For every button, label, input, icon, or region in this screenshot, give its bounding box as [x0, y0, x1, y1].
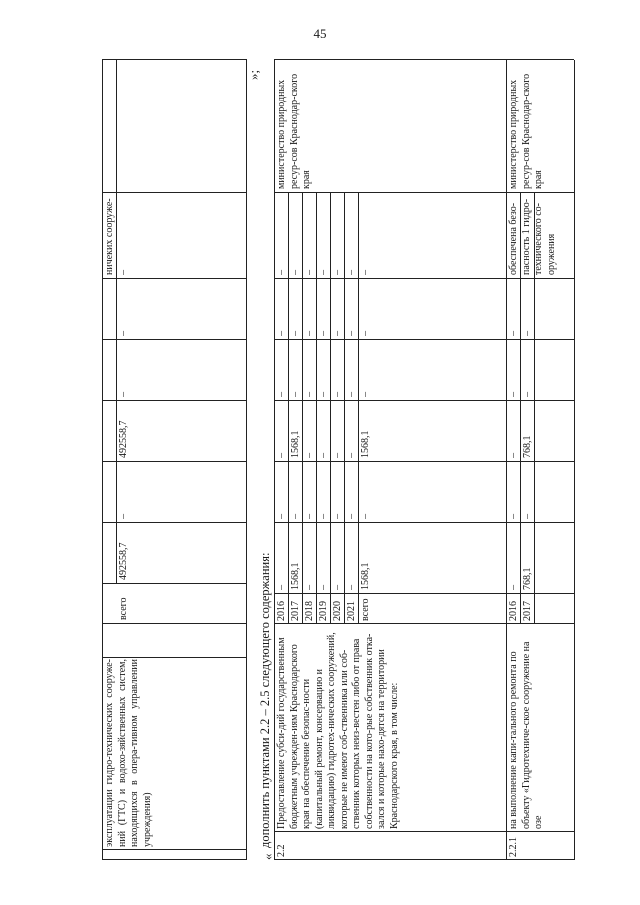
row-2-2-indicator: – [276, 270, 287, 275]
row-2-2-local: – [360, 392, 371, 397]
row-2-2-indicator: – [318, 270, 329, 275]
row-2-2-federal: – [332, 514, 343, 519]
top-regional-value: 492558,7 [118, 420, 129, 458]
top-federal-value: – [118, 514, 129, 519]
row-2-2-total: – [346, 585, 357, 590]
row-2-2-other: – [360, 331, 371, 336]
row-2-2-regional: – [318, 453, 329, 458]
row-2-2-other: – [318, 331, 329, 336]
row-2-2-local: – [346, 392, 357, 397]
row-2-2-local: – [332, 392, 343, 397]
row-2-2-indicator: – [304, 270, 315, 275]
row-2-2-1-regional: 768,1 [522, 435, 533, 458]
row-2-2-other: – [332, 331, 343, 336]
row-2-2-year: всего [360, 598, 371, 621]
row-2-2-1-description: на выполнение капи-тального ремонта по объекту «Гидротехниче-ское сооружение на озе [508, 641, 544, 829]
row-2-2-1-federal: – [522, 514, 533, 519]
row-2-2-other: – [290, 331, 301, 336]
top-other-value: – [118, 331, 129, 336]
row-2-2-total: – [304, 585, 315, 590]
row-2-2-1-local: – [508, 392, 519, 397]
row-2-2-year: 2018 [304, 601, 315, 621]
top-indicator-value: – [118, 270, 129, 275]
top-total-label: всего [118, 597, 129, 620]
row-2-2-1-federal: – [508, 514, 519, 519]
row-2-2-indicator: – [290, 270, 301, 275]
row-2-2-total: – [276, 585, 287, 590]
row-2-2-indicator: – [360, 270, 371, 275]
row-2-2-indicator: – [332, 270, 343, 275]
row-2-2-1-regional: – [508, 453, 519, 458]
row-2-2-federal: – [304, 514, 315, 519]
row-2-2-1-total: – [508, 585, 519, 590]
row-2-2-local: – [304, 392, 315, 397]
row-2-2-local: – [276, 392, 287, 397]
row-2-2-1-other: – [522, 331, 533, 336]
row-2-2-other: – [304, 331, 315, 336]
opening-quote: « [260, 853, 275, 860]
row-2-2-total: 1568,1 [360, 562, 371, 590]
row-2-2-regional: – [346, 453, 357, 458]
top-indicator-label: ничеких сооруже- [104, 198, 115, 275]
row-2-2-1-local: – [522, 392, 533, 397]
row-2-2-indicator: – [346, 270, 357, 275]
top-local-value: – [118, 392, 129, 397]
intro-text: дополнить пунктами 2.2 – 2.5 следующего содержания: [258, 552, 272, 848]
row-2-2-regional: 1568,1 [290, 430, 301, 458]
closing-mark: »; [246, 69, 261, 80]
row-2-2-local: – [318, 392, 329, 397]
row-2-2-year: 2021 [346, 601, 357, 621]
rotated-table-page [94, 60, 574, 860]
top-description: эксплуатации гидро-технических сооруже-ний (ГТС) и водохо-зяйственных систем, находящихся в опера-тивном управлении учреждения) [104, 659, 153, 847]
row-2-2-federal: – [290, 514, 301, 519]
row-2-2-1-indicator: обеспечена безо-пасность 1 гидро-технического со-оружения [508, 198, 557, 275]
row-2-2-other: – [346, 331, 357, 336]
row-2-2-local: – [290, 392, 301, 397]
row-2-2-year: 2019 [318, 601, 329, 621]
row-2-2-1-total: 768,1 [522, 567, 533, 590]
row-2-2-federal: – [276, 514, 287, 519]
row-2-2-regional: 1568,1 [360, 430, 371, 458]
row-2-2-year: 2016 [276, 601, 287, 621]
row-2-2-1-year: 2017 [522, 601, 533, 621]
row-2-2-year: 2017 [290, 601, 301, 621]
row-2-2-1-year: 2016 [508, 601, 519, 621]
row-2-2-year: 2020 [332, 601, 343, 621]
row-2-2-regional: – [332, 453, 343, 458]
row-2-2-total: – [332, 585, 343, 590]
row-2-2-1-number: 2.2.1 [508, 837, 519, 857]
row-2-2-total: 1568,1 [290, 562, 301, 590]
row-2-2-description: Предоставление субси-дий государственным бюджетным учрежден-иям Краснодарского края на обеспечение безопас-ности (капитальный ремонт, консервацию и ликвидацию) гидротех-нических сооружений, которые не имеют соб-ственника или соб-ственник которых неиз-вестен либо от права собственности на кото-рые собственник отка-зался и которые нахо-дятся на территории Краснодарского края, в том числе: [276, 632, 400, 829]
row-2-2-1-other: – [508, 331, 519, 336]
row-2-2-number: 2.2 [276, 844, 287, 857]
row-2-2-total: – [318, 585, 329, 590]
row-2-2-regional: – [276, 453, 287, 458]
row-2-2-federal: – [360, 514, 371, 519]
row-2-2-federal: – [346, 514, 357, 519]
row-2-2-executor: министерство природных ресур-сов Краснодар-ского края [276, 73, 312, 189]
top-total-value: 492558,7 [118, 542, 129, 580]
row-2-2-other: – [276, 331, 287, 336]
row-2-2-1-executor: министерство природных ресур-сов Краснодар-ского края [508, 73, 544, 189]
row-2-2-regional: – [304, 453, 315, 458]
page-number: 45 [313, 26, 327, 41]
row-2-2-federal: – [318, 514, 329, 519]
